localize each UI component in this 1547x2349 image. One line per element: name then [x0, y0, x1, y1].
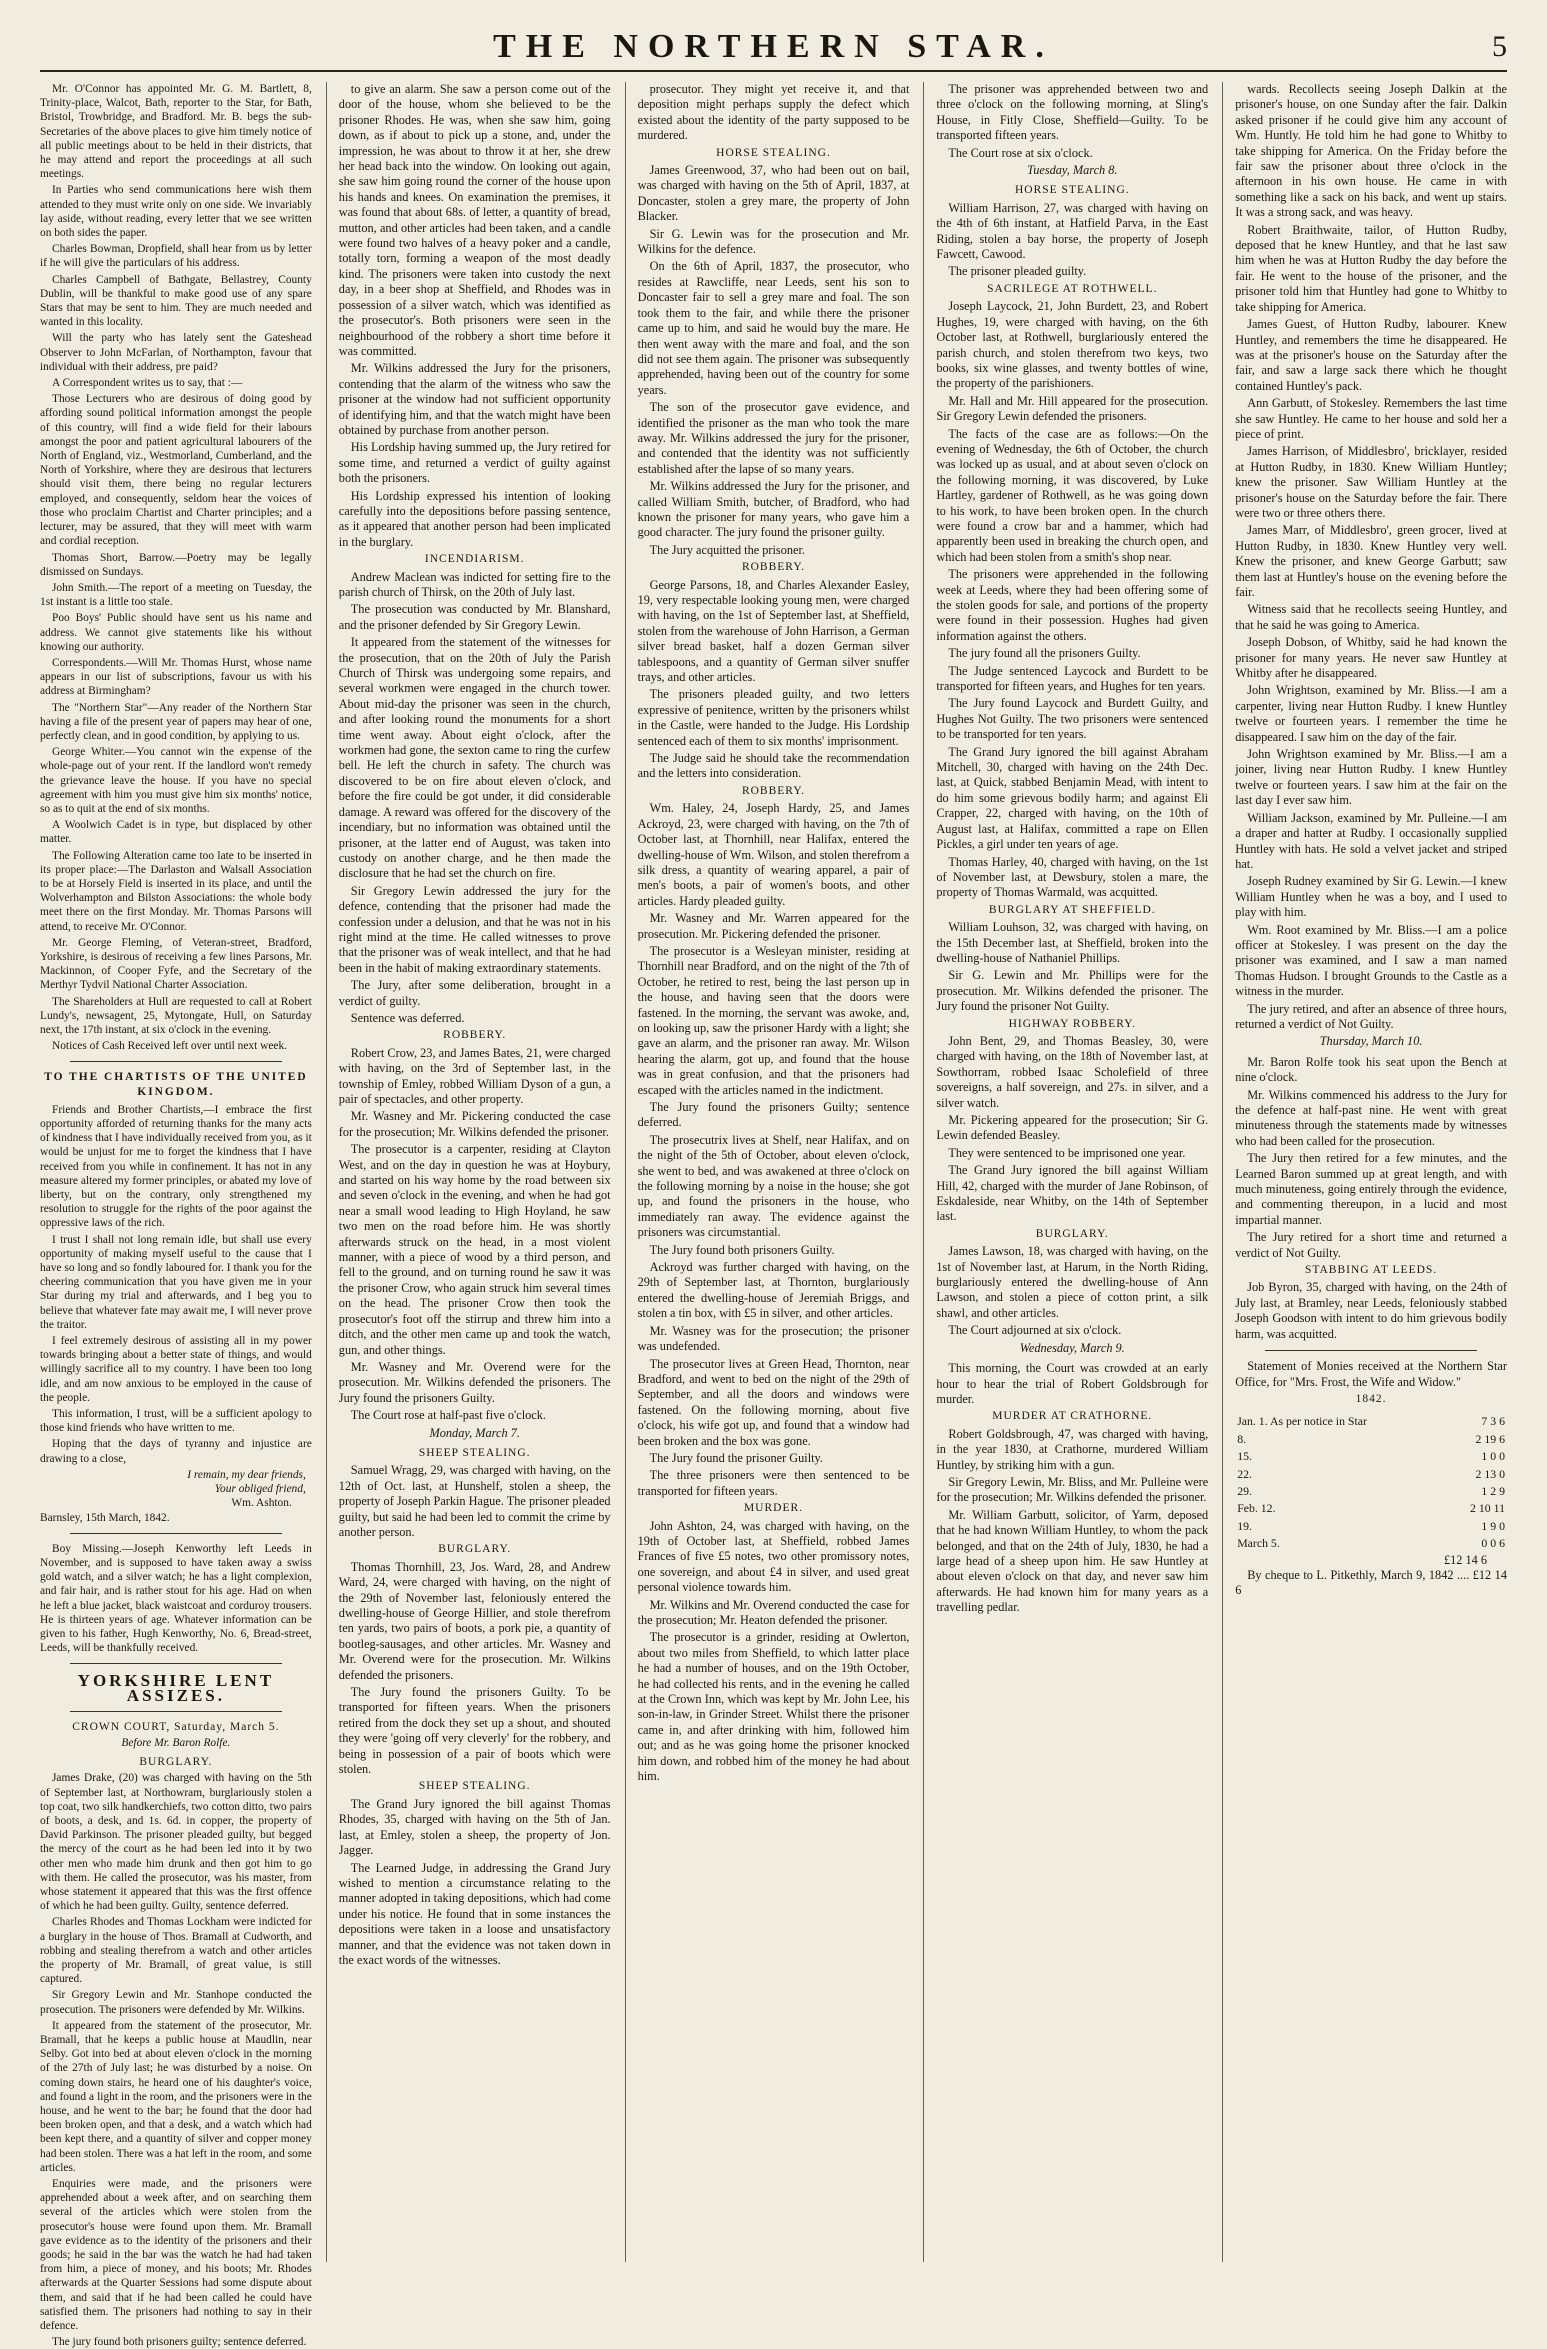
paragraph: The prisoners pleaded guilty, and two letters expressive of penitence, written by the prisoners whilst in the Castle, were handed to the Judge. His Lordship sentenced each of them to six months' imprisonment. — [637, 687, 910, 748]
notice: Poo Boys' Public should have sent us his name and address. We cannot give statements like his without knowing our authority. — [40, 612, 312, 653]
statement-row-label: 19. — [1237, 1518, 1252, 1533]
section-heading: TO THE CHARTISTS OF THE UNITED KINGDOM. — [44, 1071, 308, 1098]
paragraph: Enquiries were made, and the prisoners were apprehended about a week after, and on searching them several of the articles which were stolen from the prosecutor's house were found upon them. Mr. Bramall gave evidence as to the identity of the prisoners and their goods; he said in the bar was the watch he had had taken from him, a piece of money, and his boots; Mr. Rhodes afterwards at the Quarter Sessions had some dispute about them, and said that if he had been called he could have satisfied them. The prisoners had nothing to say in their defence. — [40, 2178, 312, 2333]
day-heading: Wednesday, March 9. — [1019, 1340, 1125, 1355]
sub-heading: ROBBERY. — [443, 1029, 507, 1042]
notice: A Correspondent writes us to say, that :— — [52, 377, 243, 390]
statement-row — [1235, 1413, 1507, 1430]
paragraph: Boy Missing.—Joseph Kenworthy left Leeds in November, and is supposed to have taken away a swiss gold watch, and a silver watch; he has a light complexion, and fair hair, and is rather stout for his age. Had on when he left a blue jacket, black waistcoat and corduroy trousers. He is thirteen years of age. Whatever information can be given to his father, Hugh Kenworthy, No. 6, Bread-street, Leeds, will be thankfully received. — [40, 1542, 312, 1655]
notice: Mr. George Fleming, of Veteran-street, Bradford, Yorkshire, is desirous of receiving a few lines Parsons, Mr. Mackinnon, of Cooper Fyfe, and the Secretary of the Merthyr Tydvil National Charter Association. — [40, 936, 312, 992]
paragraph: Sir G. Lewin and Mr. Phillips were for the prosecution. Mr. Wilkins defended the prisoner. The Jury found the prisoner Not Guilty. — [936, 968, 1209, 1014]
paragraph: Mr. William Garbutt, solicitor, of Yarm, deposed that he had known William Huntley, to whom the pack belonged, and that on the 24th of July, 1830, he had a large head of a sheep upon him. He saw Huntley at about eleven o'clock on that day, and never saw him afterwards. He had known him for many years as a travelling pedlar. — [936, 1507, 1209, 1615]
notice: John Smith.—The report of a meeting on Tuesday, the 1st instant is a little too stale. — [40, 581, 312, 609]
sub-heading: HORSE STEALING. — [1014, 184, 1130, 197]
section-heading: YORKSHIRE LENT ASSIZES. — [77, 1671, 275, 1705]
paragraph: The Judge sentenced Laycock and Burdett to be transported for fifteen years, and Hughes for ten years. — [936, 663, 1209, 694]
statement-row — [1235, 1518, 1507, 1535]
paragraph: On the 6th of April, 1837, the prosecutor, who resides at Rawcliffe, near Leeds, sent his son to Doncaster fair to sell a grey mare and foal. The son took them to the fair, and while there the prisoner came up to him, and said he would buy the mare. He then went away with the mare and foal, and the son did not see them again. The prisoner was subsequently apprehended, having been out of the country for some years. — [637, 259, 910, 397]
paragraph: Joseph Rudney examined by Sir G. Lewin.—I knew William Huntley when he was a boy, and I used to play with him. — [1235, 874, 1507, 920]
paragraph: James Greenwood, 37, who had been out on bail, was charged with having on the 5th of April, 1837, at Doncaster, stolen a grey mare, the property of John Blacker. — [637, 163, 910, 224]
paragraph: Wm. Root examined by Mr. Bliss.—I am a police officer at Stokesley. I was present on the day the prisoner was examined, and I saw a man named Thomas Hudson. I brought Grounds to the Castle as a witness in the murder. — [1235, 922, 1507, 999]
notice: Charles Campbell of Bathgate, Bellastrey, County Dublin, will be thankful to make good use of any spare Stars that may be sent to him. They are much needed and wanted in this locality. — [40, 273, 312, 329]
paragraph: The jury found both prisoners guilty; sentence deferred. — [52, 2336, 307, 2349]
paragraph: The Jury acquitted the prisoner. — [649, 542, 805, 557]
paragraph: The Learned Judge, in addressing the Grand Jury wished to mention a circumstance relating to the manner adopted in taking depositions, which had come under his notice. He found that in some instances the depositions were taken in a loose and unsatisfactory manner, and that the evidence was not taken down in the exact words of the witnesses. — [338, 1860, 611, 1967]
divider — [1265, 1350, 1477, 1351]
statement-row-amount: 2 19 6 — [1475, 1431, 1505, 1446]
statement-row — [1235, 1448, 1507, 1465]
statement-row-label: 22. — [1237, 1466, 1252, 1481]
sub-heading: SHEEP STEALING. — [418, 1446, 531, 1459]
statement-row-amount: 0 0 6 — [1481, 1536, 1505, 1551]
paragraph: The Grand Jury ignored the bill against Thomas Rhodes, 35, charged with having on the 5th of Jan. last, at Emley, stolen a sheep, the property of Jon. Jagger. — [338, 1796, 611, 1858]
paragraph: Thomas Thornhill, 23, Jos. Ward, 28, and Andrew Ward, 24, were charged with having, on the night of the 29th of November last, feloniously entered the dwelling-house of George Hillier, and stole therefrom ten yards, two pairs of boots, a pork pie, a quantity of bootleg-sausages, and other articles. Mr. Wasney and Mr. Overend were for the prosecution. Mr. Wilkins defended the prisoners. — [338, 1559, 611, 1682]
paragraph: The jury found all the prisoners Guilty. — [948, 646, 1141, 661]
paragraph: The Judge said he should take the recommendation and the letters into consideration. — [637, 751, 910, 781]
paragraph: James Marr, of Middlesbro', green grocer, lived at Hutton Rudby, in 1830. Knew Huntley very well. Knew the prisoner, and knew George Garbutt; saw them last at Huntley's house on the evening before the fair. — [1235, 523, 1507, 599]
notice: The Following Alteration came too late to be inserted in its proper place:—The Darlaston and Walsall Association to be at Horsely Field is inserted in its place, and until the Wolverhampton and Bilston Associations: the whole body meet there on the first Monday. Mr. Thomas Parsons will attend, to receive Mr. O'Connor. — [40, 849, 312, 933]
paragraph: His Lordship expressed his intention of looking carefully into the depositions before passing sentence, as it appeared that another person had been implicated in the burglary. — [338, 488, 611, 549]
paragraph: Mr. Wasney and Mr. Overend were for the prosecution. Mr. Wilkins defended the prisoners. The Jury found the prisoners Guilty. — [338, 1359, 611, 1405]
paragraph: Sir Gregory Lewin and Mr. Stanhope conducted the prosecution. The prisoners were defended by Mr. Wilkins. — [40, 1989, 312, 2016]
paragraph: Samuel Wragg, 29, was charged with having, on the 12th of Oct. last, at Hunshelf, stolen a sheep, the property of Joseph Parkin Hague. The prisoner pleaded guilty, but said he had been led to commit the crime by another person. — [338, 1463, 611, 1539]
paragraph: The Court rose at half-past five o'clock. — [350, 1408, 546, 1423]
paragraph: Sir G. Lewin was for the prosecution and Mr. Wilkins for the defence. — [637, 226, 910, 257]
divider — [70, 1663, 282, 1664]
paragraph: John Bent, 29, and Thomas Beasley, 30, were charged with having, on the 18th of November last, at Sowthorram, robbed Isaac Scholefield of three sovereigns, a half sovereign, and 27s. in silver, and a silver watch. — [936, 1033, 1209, 1110]
statement-row-label: 29. — [1237, 1483, 1252, 1498]
sub-heading: SHEEP STEALING. — [418, 1780, 531, 1793]
paragraph: Sir Gregory Lewin, Mr. Bliss, and Mr. Pulleine were for the prosecution; Mr. Wilkins defended the prisoner. — [936, 1474, 1209, 1505]
paragraph: Mr. Wilkins and Mr. Overend conducted the case for the prosecution; Mr. Heaton defended the prisoner. — [637, 1597, 910, 1627]
signature-line: Your obliged friend, — [214, 1483, 306, 1496]
paragraph: Mr. Hall and Mr. Hill appeared for the prosecution. Sir Gregory Lewin defended the prisoners. — [936, 393, 1209, 424]
paragraph: The Court rose at six o'clock. — [948, 145, 1093, 160]
statement-year: 1842. — [1355, 1392, 1387, 1405]
signature-name: Wm. Ashton. — [231, 1497, 292, 1510]
statement-row-amount: 1 2 9 — [1481, 1483, 1505, 1498]
paragraph: His Lordship having summed up, the Jury retired for some time, and returned a verdict of guilty against both the prisoners. — [338, 440, 611, 486]
paragraph: James Guest, of Hutton Rudby, labourer. Knew Huntley, and remembers the time he disappeared. He was at the prisoner's house on the Saturday after the fair, and saw a large sack there which he thought contained Huntley's pack. — [1235, 317, 1507, 393]
notice: The "Northern Star"—Any reader of the Northern Star having a file of the present year of papers may hear of one, perfectly clean, and in good condition, by applying to us. — [40, 701, 312, 742]
divider — [70, 1711, 282, 1712]
notice: Mr. O'Connor has appointed Mr. G. M. Bartlett, 8, Trinity-place, Walcot, Bath, reporter to the Star, for Bath, Bristol, Trowbridge, and Bradford. Mr. B. begs the sub-Secretaries of the above places to give him timely notice of all public meetings about to be held in their districts, that he may attend and report the proceedings at all such meetings. — [40, 83, 312, 181]
notice: Correspondents.—Will Mr. Thomas Hurst, whose name appears in our list of subscriptions, favour us with his address at Birmingham? — [40, 656, 312, 698]
sub-heading: BURGLARY. — [1035, 1227, 1109, 1240]
paragraph: I trust I shall not long remain idle, but shall use every opportunity of making myself useful to the cause that I have so long and so fondly laboured for. I thank you for the cheering communication that you have given me in your Star during my trial and afterwards, and I beg you to believe that whatever fate may await me, I will never prove the traitor. — [40, 1233, 312, 1331]
notice: In Parties who send communications here wish them attended to they must write only on one side. We invariably lay aside, without reading, every letter that we see written on both sides the paper. — [40, 184, 312, 240]
paragraph: John Ashton, 24, was charged with having, on the 19th of October last, at Sheffield, robbed James Frances of five £5 notes, two other promissory notes, one sovereign, and about £4 in silver, and used great personal violence towards him. — [637, 1518, 910, 1595]
paragraph: Mr. Pickering appeared for the prosecution; Sir G. Lewin defended Beasley. — [936, 1113, 1209, 1143]
sub-heading: STABBING AT LEEDS. — [1304, 1264, 1438, 1277]
paragraph: The prosecutrix lives at Shelf, near Halifax, and on the night of the 5th of October, about eleven o'clock, she went to bed, and was awakened at three o'clock on the following morning by a noise in the house; she got up, and found the prisoners in the house, who immediately ran away. The evidence against the prisoners was circumstantial. — [637, 1132, 910, 1240]
statement-row — [1235, 1483, 1507, 1500]
newspaper-title: THE NORTHERN STAR. — [493, 28, 1054, 65]
paragraph: The prosecutor lives at Green Head, Thornton, near Bradford, and went to bed on the night of the 29th of September, and all the doors and windows were fastened. On the following morning, about five o'clock, his wife got up, and found that a window had been broken and the box was gone. — [637, 1356, 910, 1448]
column-2 — [326, 82, 611, 2262]
paragraph: Mr. Baron Rolfe took his seat upon the Bench at nine o'clock. — [1235, 1054, 1507, 1085]
paragraph: wards. Recollects seeing Joseph Dalkin at the prisoner's house, on one Sunday after the fair. Dalkin asked prisoner if he could give him any account of Wm. Huntly. He told him he had gone to Whitby to take shipping for America. On the Friday before the fair saw the prisoner about three o'clock in the afternoon in his own house. He came in with something like a sack on his back, and went up stairs. It was a strong sack, and was heavy. — [1235, 82, 1507, 220]
paragraph: George Parsons, 18, and Charles Alexander Easley, 19, very respectable looking young men, were charged with having, on the 1st of September last, at Sheffield, stolen from the warehouse of John Harrison, a German silver bread basket, half a dozen German silver tablespoons, and a quantity of German silver snuffer trays, and other articles. — [637, 577, 910, 685]
day-heading: Tuesday, March 8. — [1027, 163, 1118, 178]
statement-table — [1235, 1413, 1507, 1552]
divider — [70, 1533, 282, 1534]
paragraph: Sentence was deferred. — [350, 1010, 465, 1025]
paragraph: Robert Goldsbrough, 47, was charged with having, in the year 1830, at Crathorne, murdered William Huntley, by striking him with a gun. — [936, 1426, 1209, 1472]
paragraph: The three prisoners were then sentenced to be transported for fifteen years. — [637, 1468, 910, 1498]
sub-heading: HORSE STEALING. — [716, 146, 831, 159]
paragraph: Mr. Wilkins addressed the Jury for the prisoner, and called William Smith, butcher, of Bradford, who had known the prisoner for many years, who gave him a good character. The jury found the prisoner guilty. — [637, 479, 910, 540]
statement-row-label: 8. — [1237, 1431, 1247, 1446]
day-heading: Thursday, March 10. — [1319, 1034, 1423, 1049]
statement-cheque: By cheque to L. Pitkethly, March 9, 1842 .... £12 14 6 — [1235, 1567, 1507, 1598]
paragraph: Ann Garbutt, of Stokesley. Remembers the last time she saw Huntley. He came to her house and sold her a piece of print. — [1235, 396, 1507, 441]
paragraph: The Court adjourned at six o'clock. — [948, 1323, 1122, 1338]
sub-heading: ROBBERY. — [741, 784, 806, 797]
paragraph: Robert Crow, 23, and James Bates, 21, were charged with having, on the 3rd of September last, in the township of Emley, robbed William Dyson of a gun, a pair of spectacles, and other property. — [338, 1045, 611, 1106]
notice: Those Lecturers who are desirous of doing good by affording sound political information amongst the people of this country, will find a wide field for their labours amongst the poor and patient agricultural labourers of the North of England, viz., Westmorland, Cumberland, and the North of Yorkshire, where they are desirous that lecturers should visit them, there being no regular lecturers employed, and consequently, seldom hear the voices of those who proclaim Chartist and Charter principles; and a lecturer, may be assured, that they will meet with warm and cordial reception. — [40, 393, 312, 548]
column-3 — [625, 82, 910, 2262]
statement-row-label: March 5. — [1237, 1536, 1280, 1551]
paragraph: Charles Rhodes and Thomas Lockham were indicted for a burglary in the house of Thos. Bramall at Cudworth, and robbing and stealing therefrom a watch and other articles the property of Mr. Bramall, of great value, is still captured. — [40, 1916, 312, 1986]
paragraph: John Wrightson examined by Mr. Bliss.—I am a joiner, living near Hutton Rudby. I knew Huntley twelve or fourteen years. I saw him at the fair on the last day I ever saw him. — [1235, 747, 1507, 808]
paragraph: Thomas Harley, 40, charged with having, on the 1st of November last, at Dewsbury, stolen a mare, the property of Thomas Warmald, was acquitted. — [936, 854, 1209, 900]
paragraph: The jury retired, and after an absence of three hours, returned a verdict of Not Guilty. — [1235, 1001, 1507, 1031]
statement-row — [1235, 1500, 1507, 1517]
paragraph: Joseph Laycock, 21, John Burdett, 23, and Robert Hughes, 19, were charged with having, on the 6th October last, at Rothwell, burglariously entered the parish church, and stolen therefrom two keys, two books, six wine glasses, and twenty bottles of wine, the property of the parishioners. — [936, 299, 1209, 391]
notice: Will the party who has lately sent the Gateshead Observer to John McFarlan, of Northampton, favour that individual with their address, pre paid? — [40, 332, 312, 373]
paragraph: James Drake, (20) was charged with having on the 5th of September last, at Northowram, burglariously stolen a top coat, two silk handkerchiefs, two cotton ditto, two pairs of boots, a desk, and 1s. 6d. in copper, the property of David Parkinson. The prisoner pleaded guilty, but begged the mercy of the court as he had been led into it by two other men who made him drunk and then got him to go with them. He called the prosecutor, was his master, from whose statement it appeared that this was the first offence of which he had been guilty. Guilty, sentence deferred. — [40, 1772, 312, 1913]
paragraph: Job Byron, 35, charged with having, on the 24th of July last, at Bramley, near Leeds, feloniously stabbed Joseph Goodson with intent to do him grievous bodily harm, was acquitted. — [1235, 1280, 1507, 1341]
paragraph: Mr. Wilkins commenced his address to the Jury for the defence at half-past nine. He went with great minuteness through the statements made by witnesses who had been called for the prosecution. — [1235, 1087, 1507, 1148]
paragraph: William Louhson, 32, was charged with having, on the 15th December last, at Sheffield, broken into the dwelling-house of Nathaniel Phillips. — [936, 920, 1209, 965]
sub-heading: ROBBERY. — [741, 561, 806, 574]
paragraph: This morning, the Court was crowded at an early hour to hear the trial of Robert Goldsbrough for murder. — [936, 1361, 1209, 1406]
statement-row-amount: 2 10 11 — [1470, 1501, 1505, 1516]
sub-heading: BURGLARY. — [438, 1543, 512, 1556]
paragraph: The son of the prosecutor gave evidence, and identified the prisoner as the man who took the mare away. Mr. Wilkins addressed the jury for the prisoner, and contended that the identity was not sufficiently established after the lapse of so many years. — [637, 400, 910, 476]
paragraph: The prisoner pleaded guilty. — [948, 264, 1087, 279]
paragraph: William Jackson, examined by Mr. Pulleine.—I am a draper and hatter at Rudby. I occasionally supplied Huntley with hats. He sold a velvet jacket and striped hat. — [1235, 810, 1507, 871]
paragraph: Mr. Wasney was for the prosecution; the prisoner was undefended. — [637, 1323, 910, 1354]
paragraph: The Jury retired for a short time and returned a verdict of Not Guilty. — [1235, 1230, 1507, 1260]
paragraph: The Jury found Laycock and Burdett Guilty, and Hughes Not Guilty. The two prisoners were sentenced to be transported for ten years. — [936, 696, 1209, 742]
paragraph: Robert Braithwaite, tailor, of Hutton Rudby, deposed that he knew Huntley, and that he last saw him when he was at Hutton Rudby the day before the fair. He went to the house of the prisoner, and the prisoner told him that Huntley had gone to Whitby to take shipping for America. — [1235, 222, 1507, 314]
statement-row-label: Jan. 1. As per notice in Star — [1237, 1414, 1367, 1429]
notice: George Whiter.—You cannot win the expense of the whole-page out of your rent. If the landlord won't remedy the grievance leave the house. If you have no special agreement with him you must give him six months' notice, so as to quit at the end of six months. — [40, 746, 312, 815]
paragraph: Witness said that he recollects seeing Huntley, and that he said he was going to America. — [1235, 602, 1507, 632]
paragraph: James Lawson, 18, was charged with having, on the 1st of November last, at Harum, in the North Riding, burglariously entered the dwelling-house of Ann Lawson, and stolen a piece of cotton print, a silk shawl, and other articles. — [936, 1244, 1209, 1320]
paragraph: James Harrison, of Middlesbro', bricklayer, resided at Hutton Rudby, in 1830. Knew William Huntley; knew the prisoner. Saw William Huntley at the prisoner's house on the Saturday before the fair. There were two or three others there. — [1235, 444, 1507, 520]
paragraph: The Grand Jury ignored the bill against William Hill, 42, charged with the murder of Jane Robinson, of Eskdaleside, near Whitby, on the 14th of September last. — [936, 1163, 1209, 1224]
paragraph: This information, I trust, will be a sufficient apology to those kind friends who have written to me. — [40, 1408, 312, 1435]
paragraph: The Jury then retired for a few minutes, and the Learned Baron summed up at great length, and with much minuteness, going entirely through the evidence, and commenting thereupon, in a lucid and most impartial manner. — [1235, 1151, 1507, 1227]
paragraph: Mr. Wasney and Mr. Pickering conducted the case for the prosecution; Mr. Wilkins defended the prisoner. — [338, 1109, 611, 1139]
paragraph: It appeared from the statement of the witnesses for the prosecution, that on the 20th of July the Parish Church of Thirsk was undergoing some repairs, and several workmen were engaged in the church tower. About mid-day the prisoner was seen in the church, and after looking round the monuments for a short time went away. About eight o'clock, after the workmen had gone, the sexton came to ring the curfew bell. He left the church in safety. The church was discovered to be on fire about eleven o'clock, and before the fire could be got under, it did considerable damage. A reward was offered for the discovery of the incendiary, but no information was obtained until the prisoner, at the latter end of August, was taken into custody on another charge, and he then made the disclosure that he had set the church on fire. — [338, 635, 611, 881]
statement-row-amount: 1 9 0 — [1481, 1518, 1505, 1533]
paragraph: John Wrightson, examined by Mr. Bliss.—I am a carpenter, living near Hutton Rudby. I knew Huntley twelve or fourteen years. I remember the time he disappeared. I saw him on the day of the fair. — [1235, 683, 1507, 744]
sub-heading: MURDER AT CRATHORNE. — [992, 1410, 1153, 1423]
paragraph: The prosecutor is a Wesleyan minister, residing at Thornhill near Bradford, and on the night of the 7th of October, he retired to rest, being the last person up in the house, and having seen that the doors were fastened. In the morning, the servant was awoke, and, on looking up, saw the prisoner Hardy with a light; she gave an alarm, and the prisoner ran away. Mr. Wilson hearing the alarm, got up, and found that the house was in great confusion, and that the prisoners had escaped with the articles named in the indictment. — [637, 943, 910, 1097]
sub-heading: MURDER. — [743, 1502, 804, 1515]
paragraph: I feel extremely desirous of assisting all in my power towards bringing about a better state of things, and would willingly sacrifice all to my country. I have been too long idle, and am now anxious to be employed in the cause of the people. — [40, 1335, 312, 1404]
page-number: 5 — [1492, 30, 1507, 63]
column-4 — [923, 82, 1208, 2262]
paragraph: Sir Gregory Lewin addressed the jury for the defence, contending that the prisoner had made the confession under a delusion, and that he was not in his right mind at the time. He called witnesses to prove that the prisoner was of weak intellect, and that he had been in the habit of making extraordinary statements. — [338, 883, 611, 975]
statement-row-amount: 2 13 0 — [1475, 1466, 1505, 1481]
sub-heading: SACRILEGE AT ROTHWELL. — [987, 282, 1158, 295]
sub-heading: HIGHWAY ROBBERY. — [1008, 1017, 1136, 1030]
statement-heading: Statement of Monies received at the Northern Star Office, for "Mrs. Frost, the Wife and Widow." — [1235, 1359, 1507, 1389]
paragraph: The Jury found the prisoners Guilty. To be transported for fifteen years. When the prisoners retired from the dock they set up a shout, and shouted they were 'going off very cleverly' for the robbery, and being in possession of a pair of boots which were stolen. — [338, 1685, 611, 1777]
sub-heading: BURGLARY. — [139, 1756, 213, 1769]
paragraph: The Jury, after some deliberation, brought in a verdict of guilty. — [338, 978, 611, 1008]
divider — [70, 1061, 282, 1062]
paragraph: The prisoners were apprehended in the following week at Leeds, where they had been offering some of the stolen goods for sale, and portions of the property were found in their possession. Hughes had given information against the others. — [936, 567, 1209, 643]
sub-heading: CROWN COURT, Saturday, March 5. — [72, 1720, 280, 1733]
column-5 — [1222, 82, 1507, 2262]
paragraph: Wm. Haley, 24, Joseph Hardy, 25, and James Ackroyd, 23, were charged with having, on the 7th of October last, at Thornhill, near Halifax, entered the dwelling-house of Wm. Wilson, and stolen therefrom a silk dress, a quantity of wearing apparel, a pair of men's boots, a pair of women's boots, and other articles. Hardy pleaded guilty. — [637, 801, 910, 908]
statement-row-amount: 7 3 6 — [1481, 1414, 1505, 1429]
statement-row — [1235, 1466, 1507, 1483]
sub-heading: BURGLARY AT SHEFFIELD. — [988, 903, 1156, 916]
statement-row-label: Feb. 12. — [1237, 1501, 1276, 1516]
statement-total: £12 14 6 — [1443, 1552, 1487, 1567]
masthead — [40, 26, 1507, 72]
paragraph: Joseph Dobson, of Whitby, said he had known the prisoner for many years. He never saw Huntley at Whitby after he disappeared. — [1235, 635, 1507, 681]
article-columns — [40, 82, 1507, 2349]
notice: The Shareholders at Hull are requested to call at Robert Lundy's, newsagent, 25, Mytongate, Hull, on Saturday next, the 17th instant, at six o'clock in the evening. — [40, 995, 312, 1036]
statement-row — [1235, 1431, 1507, 1448]
paragraph: Mr. Wasney and Mr. Warren appeared for the prosecution. Mr. Pickering defended the prisoner. — [637, 911, 910, 941]
paragraph: Ackroyd was further charged with having, on the 29th of September last, at Thornton, burglariously entered the dwelling-house of Jeremiah Briggs, and stolen a tin box, with £5 in silver, and other articles. — [637, 1260, 910, 1321]
paragraph: Hoping that the days of tyranny and injustice are drawing to a close, — [40, 1438, 312, 1465]
notice: Notices of Cash Received left over until next week. — [52, 1040, 288, 1053]
paragraph: The prisoner was apprehended between two and three o'clock on the following morning, at Sling's House, in Fitly Close, Sheffield—Guilty. To be transported fifteen years. — [936, 82, 1209, 143]
paragraph: The Jury found the prisoner Guilty. — [649, 1450, 823, 1465]
notice: A Woolwich Cadet is in type, but displaced by other matter. — [40, 819, 312, 846]
notice: Thomas Short, Barrow.—Poetry may be legally dismissed on Sundays. — [40, 551, 312, 578]
paragraph: The prosecutor is a grinder, residing at Owlerton, about two miles from Sheffield, to which latter place he had a number of houses, and on the 19th October, he had collected his rents, and in the evening he called at the Crown Inn, which was kept by Mr. John Lee, his son-in-law, in Grinder Street. Whilst there the prisoner came in, and after drinking with him, followed him out; and as he was going home the prisoner knocked him down, and robbed him of the money he had about him. — [637, 1630, 910, 1784]
sub-heading: INCENDIARISM. — [424, 553, 525, 566]
statement-row-amount: 1 0 0 — [1481, 1449, 1505, 1464]
paragraph: The facts of the case are as follows:—On the evening of Wednesday, the 6th of October, the church was locked up as usual, and at about seven o'clock on the following morning, it was discovered, by Luke Hartley, gardener of Rothwell, as he was going down to his work, to have been broken open. In the church were found a crow bar and a hammer, which had apparently been used in breaking the church open, and which had been stolen from a smith's shop near. — [936, 426, 1209, 564]
dateline: Barnsley, 15th March, 1842. — [40, 1511, 170, 1524]
statement-row-label: 15. — [1237, 1449, 1252, 1464]
paragraph: Andrew Maclean was indicted for setting fire to the parish church of Thirsk, on the 20th of July last. — [338, 569, 611, 599]
paragraph: Friends and Brother Chartists,—I embrace the first opportunity afforded of returning thanks for the many acts of kindness that I have individually received from you, as it would be unjust for me to forget the kindness that I have received from you while in confinement. It has not in any measure altered my former principles, or abated my love of liberty, but on the contrary, only strengthened my resolution to struggle for the rights of the poor against the oppressive laws of the rich. — [40, 1103, 312, 1230]
notice: Charles Bowman, Dropfield, shall hear from us by letter if he will give the particulars of his address. — [40, 243, 312, 270]
paragraph: The Jury found both prisoners Guilty. — [649, 1242, 835, 1257]
paragraph: prosecutor. They might yet receive it, and that deposition might perhaps supply the defect which existed about the identity of the party supposed to be murdered. — [637, 82, 910, 143]
paragraph: It appeared from the statement of the prosecutor, Mr. Bramall, that he keeps a public house at Maudlin, near Selby. Got into bed at about eleven o'clock in the morning of the 27th of July last; he was disturbed by a noise. On coming down stairs, he heard one of his daughter's voice, and found a light in the room, and the prisoners were in the house, and he went to the bar; he found that the door had been broken open, and that a desk, and a watch which had been kept there, and a quantity of silver and copper money had been stolen. There was a hat left in the room, and some articles. — [40, 2019, 312, 2174]
paragraph: Mr. Wilkins addressed the Jury for the prisoners, contending that the alarm of the witness who saw the prisoner at the window had not sufficient opportunity of identifying him, and that the watch might have been obtained by purchase from another person. — [338, 361, 611, 437]
paragraph: The Jury found the prisoners Guilty; sentence deferred. — [637, 1100, 910, 1130]
paragraph: The prosecution was conducted by Mr. Blanshard, and the prisoner defended by Sir Gregory Lewin. — [338, 602, 611, 632]
paragraph: They were sentenced to be imprisoned one year. — [948, 1145, 1186, 1160]
statement-row — [1235, 1535, 1507, 1552]
paragraph: The prosecutor is a carpenter, residing at Clayton West, and on the day in question he was at Hoybury, and started on his way home by the road between six and seven o'clock in the evening, and when he had got near a small wood leading to High Hoyland, he saw two men on the road before him. He was shortly afterwards struck on the head, in a most violent manner, with a piece of wood by a third person, and fell to the ground, and on turning round he saw it was the prisoner Crow, who again struck him several times on the head. The prisoner Crow then took the prosecutor's foot off the stirrup and threw him into a ditch, and the other men came up and took the watch, gun, and other things. — [338, 1142, 611, 1357]
day-heading: Monday, March 7. — [429, 1425, 520, 1440]
column-1 — [40, 82, 312, 2349]
judge-line: Before Mr. Baron Rolfe. — [121, 1736, 231, 1749]
paragraph: The Grand Jury ignored the bill against Abraham Mitchell, 30, charged with having on the 24th Dec. last, at Quick, stabbed Benjamin Mead, with intent to do him some grievous bodily harm; and against Eli Crapper, 22, charged with having, on the 10th of August last, at Halifax, committed a rape on Ellen Pickles, a girl under ten years of age. — [936, 744, 1209, 852]
signature-line: I remain, my dear friends, — [187, 1468, 306, 1481]
paragraph: to give an alarm. She saw a person come out of the door of the house, whom she believed to be the prisoner Rhodes. He was, when she saw him, going down, as if about to pick up a stone, and, under the impression, he was about to throw it at her, she drew her head back into the window. On looking out again, she saw him going round the corner of the house upon his hands and knees. On examination the premises, it was found that about 68s. of letter, a quantity of bread, mutton, and other articles had been taken, and a candle were found two halves of a heavy poker and a candle, totally torn, forming a weapon of the most deadly kind. The prisoners were taken into custody the next day, in a beer shop at Sheffield, and Rhodes was in possession of a silver watch, which was identified as the prosecutor's. Both prisoners were seen in the neighbourhood of the robbery a short time before it was committed. — [338, 82, 611, 358]
paragraph: William Harrison, 27, was charged with having on the 4th of 6th instant, at Hatfield Parva, in the East Riding, stolen a bay horse, the property of Joseph Fawcett, Cawood. — [936, 200, 1209, 262]
